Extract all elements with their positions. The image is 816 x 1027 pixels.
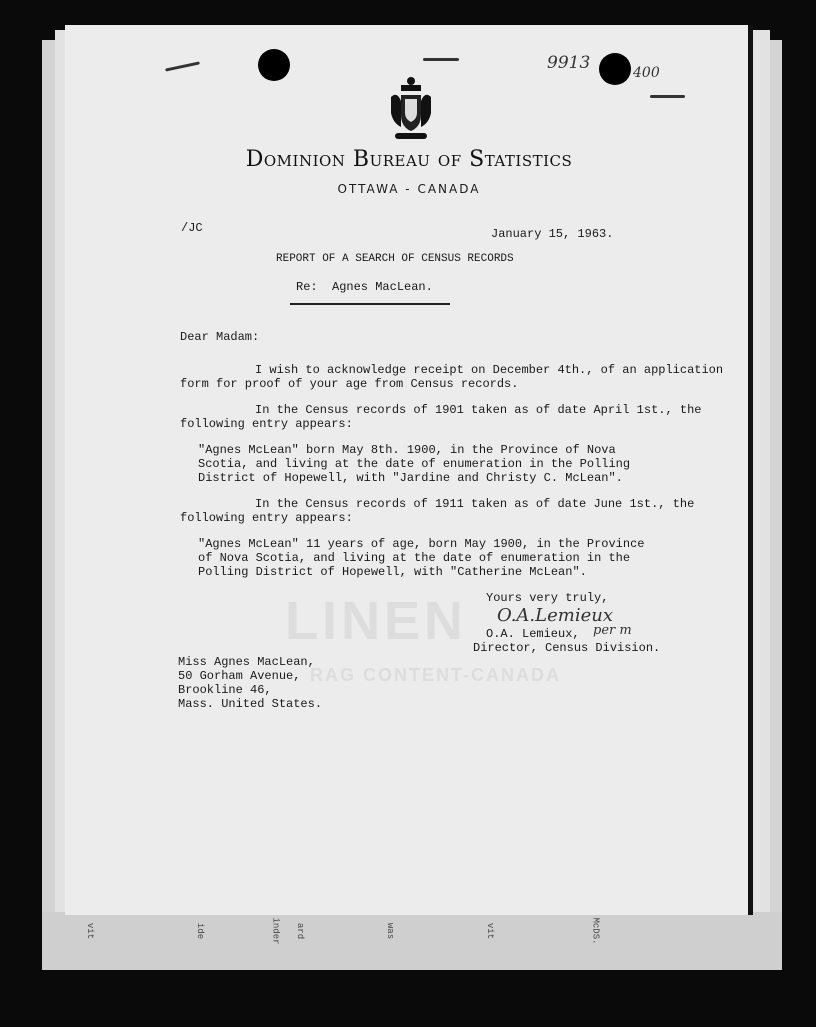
reference: /JC [181, 221, 203, 235]
punch-hole [599, 53, 631, 85]
signature: O.A.Lemieux [497, 605, 613, 626]
staple-mark [165, 61, 200, 71]
file-suffix: 400 [633, 65, 660, 81]
form-text: McDS. [590, 917, 601, 945]
re-line: Re: Agnes MacLean. [296, 280, 433, 294]
salutation: Dear Madam: [180, 330, 260, 344]
body-line: "Agnes McLean" born May 8th. 1900, in the Province of Nova [198, 443, 616, 457]
report-heading: REPORT OF A SEARCH OF CENSUS RECORDS [276, 253, 514, 265]
body-line: In the Census records of 1901 taken as of date April 1st., the [255, 403, 702, 417]
watermark: LINEN [285, 591, 467, 651]
body-line: Polling District of Hopewell, with "Catherine McLean". [198, 565, 587, 579]
letterhead-title: Dominion Bureau of Statistics [245, 147, 573, 172]
body-line: following entry appears: [180, 417, 353, 431]
underlying-form-strip [42, 912, 782, 970]
form-text: ard [295, 922, 306, 940]
body-line: District of Hopewell, with "Jardine and Christy C. McLean". [198, 471, 623, 485]
address-line: Mass. United States. [178, 697, 323, 711]
body-line: of Nova Scotia, and living at the date of enumeration in the [198, 551, 631, 565]
form-text: inder [270, 917, 281, 945]
staple-mark [650, 95, 685, 98]
body-line: "Agnes McLean" 11 years of age, born May 1900, in the Province [198, 537, 645, 551]
coat-of-arms-icon [387, 75, 435, 143]
file-number: 9913 [547, 53, 591, 73]
form-text: ide [195, 922, 206, 940]
signer-initials: per m [593, 623, 632, 638]
body-line: Scotia, and living at the date of enumeration in the Polling [198, 457, 631, 471]
staple-mark [423, 58, 459, 61]
body-line: I wish to acknowledge receipt on December 4th., of an application [255, 363, 724, 377]
address-line: 50 Gorham Avenue, [178, 669, 301, 683]
form-text: vit [485, 922, 496, 940]
divider [290, 303, 450, 305]
body-line: In the Census records of 1911 taken as of date June 1st., the [255, 497, 695, 511]
form-text: was [385, 922, 396, 940]
date: January 15, 1963. [491, 227, 614, 241]
signer-name: O.A. Lemieux, [486, 627, 580, 641]
address-line: Miss Agnes MacLean, [178, 655, 315, 669]
punch-hole [258, 49, 290, 81]
address-line: Brookline 46, [178, 683, 272, 697]
letter-page [65, 25, 753, 915]
body-line: following entry appears: [180, 511, 353, 525]
watermark: RAG CONTENT-CANADA [310, 665, 561, 685]
letterhead-location: OTTAWA - CANADA [337, 182, 481, 196]
body-line: form for proof of your age from Census records. [180, 377, 519, 391]
closing: Yours very truly, [486, 591, 609, 605]
signer-title: Director, Census Division. [473, 641, 661, 655]
form-text: vit [85, 922, 96, 940]
